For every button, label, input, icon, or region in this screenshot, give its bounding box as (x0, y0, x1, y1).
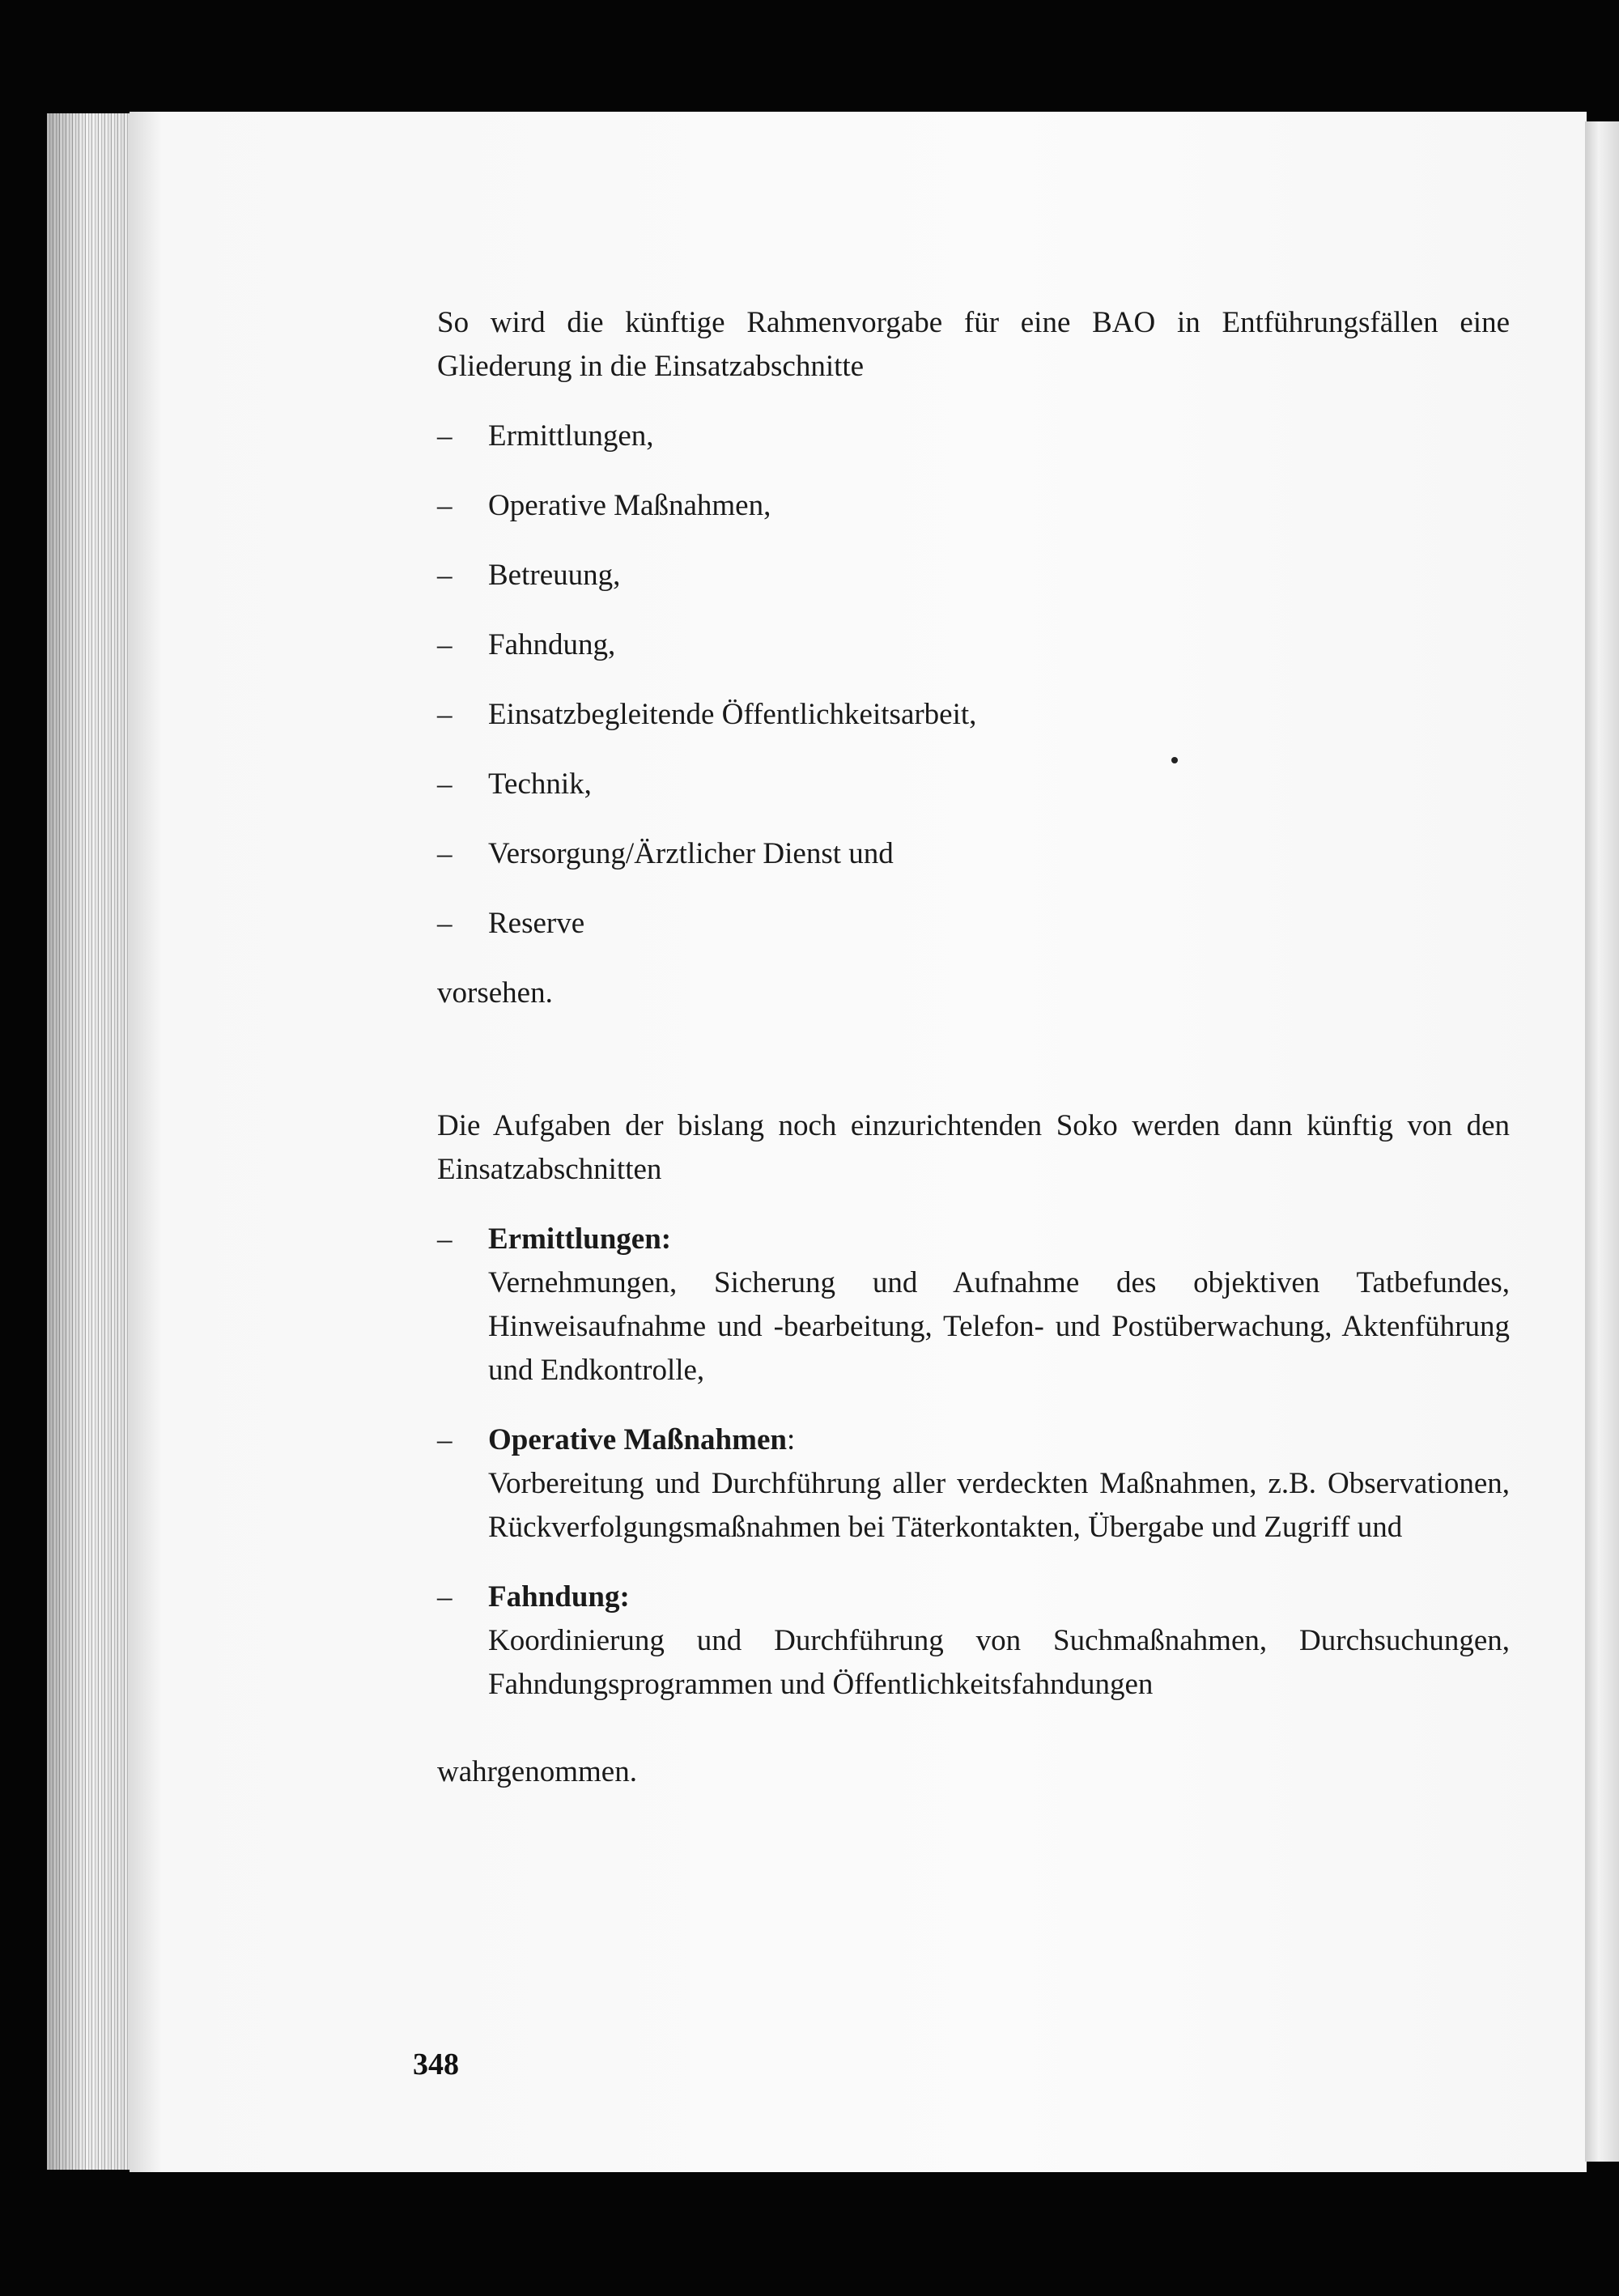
list-item-text: Ermittlungen, (488, 419, 654, 453)
list-item-text: Betreuung, (488, 559, 621, 592)
task-item (437, 1575, 1510, 1707)
list-item (437, 763, 1510, 806)
task-body (488, 1575, 1510, 1707)
dash-marker: – (437, 628, 453, 661)
dash-marker: – (437, 698, 453, 731)
page-number: 348 (413, 2047, 459, 2081)
list-item (437, 415, 1510, 458)
task-description: Vernehmungen, Sicherung und Aufnahme des objektiven Tatbefundes, Hinweisaufnahme und -bearbeitung, Telefon- und Postüberwachung, Aktenführung und Endkontrolle, (488, 1266, 1510, 1387)
paragraph-gap (437, 1015, 1510, 1104)
task-heading (488, 1218, 1510, 1261)
dash-marker: – (437, 1222, 453, 1256)
closing-text: wahrgenommen. (437, 1755, 637, 1788)
list-item (437, 693, 1510, 737)
list-item-text: Fahndung, (488, 628, 616, 661)
task-heading (488, 1575, 1510, 1619)
task-heading (488, 1418, 1510, 1462)
task-item (437, 1418, 1510, 1550)
task-title-suffix: : (786, 1423, 796, 1456)
list-item-text: Versorgung/Ärztlicher Dienst und (488, 837, 894, 870)
list-item-text: Reserve (488, 907, 585, 940)
list-item-text: Operative Maßnahmen, (488, 489, 771, 522)
list-item (437, 902, 1510, 946)
list-item (437, 832, 1510, 876)
list-item-text: Technik, (488, 767, 592, 801)
dash-marker: – (437, 837, 453, 870)
task-description: Vorbereitung und Durchführung aller verdeckten Maßnahmen, z.B. Observationen, Rückverfolgungsmaßnahmen bei Täterkontakten, Übergabe und Zugriff und (488, 1467, 1510, 1544)
tasks-list (437, 1218, 1510, 1707)
dash-marker: – (437, 767, 453, 801)
list-item (437, 484, 1510, 528)
task-item (437, 1218, 1510, 1392)
tasks-intro-paragraph: Die Aufgaben der bislang noch einzurichtenden Soko werden dann künftig von den Einsatzabschnitten (437, 1109, 1510, 1186)
list-item (437, 554, 1510, 597)
dash-marker: – (437, 1580, 453, 1614)
sections-list (437, 415, 1510, 946)
list-item-text: Einsatzbegleitende Öffentlichkeitsarbeit, (488, 698, 977, 731)
after-list-text: vorsehen. (437, 976, 553, 1010)
list-item (437, 623, 1510, 667)
dash-marker: – (437, 559, 453, 592)
task-title: Ermittlungen: (488, 1222, 672, 1256)
task-body (488, 1418, 1510, 1550)
right-page-edge (1585, 121, 1619, 2162)
task-body (488, 1218, 1510, 1392)
dash-marker: – (437, 489, 453, 522)
page-text (437, 301, 1510, 1794)
dash-marker: – (437, 1423, 453, 1456)
task-title: Operative Maßnahmen (488, 1423, 787, 1456)
task-description: Koordinierung und Durchführung von Suchmaßnahmen, Durchsuchungen, Fahndungsprogrammen und Öffentlichkeitsfahndungen (488, 1624, 1510, 1701)
task-title: Fahndung: (488, 1580, 630, 1614)
intro-paragraph: So wird die künftige Rahmenvorgabe für eine BAO in Entführungsfällen eine Gliederung in die Einsatzabschnitte (437, 306, 1510, 383)
dash-marker: – (437, 907, 453, 940)
dash-marker: – (437, 419, 453, 453)
